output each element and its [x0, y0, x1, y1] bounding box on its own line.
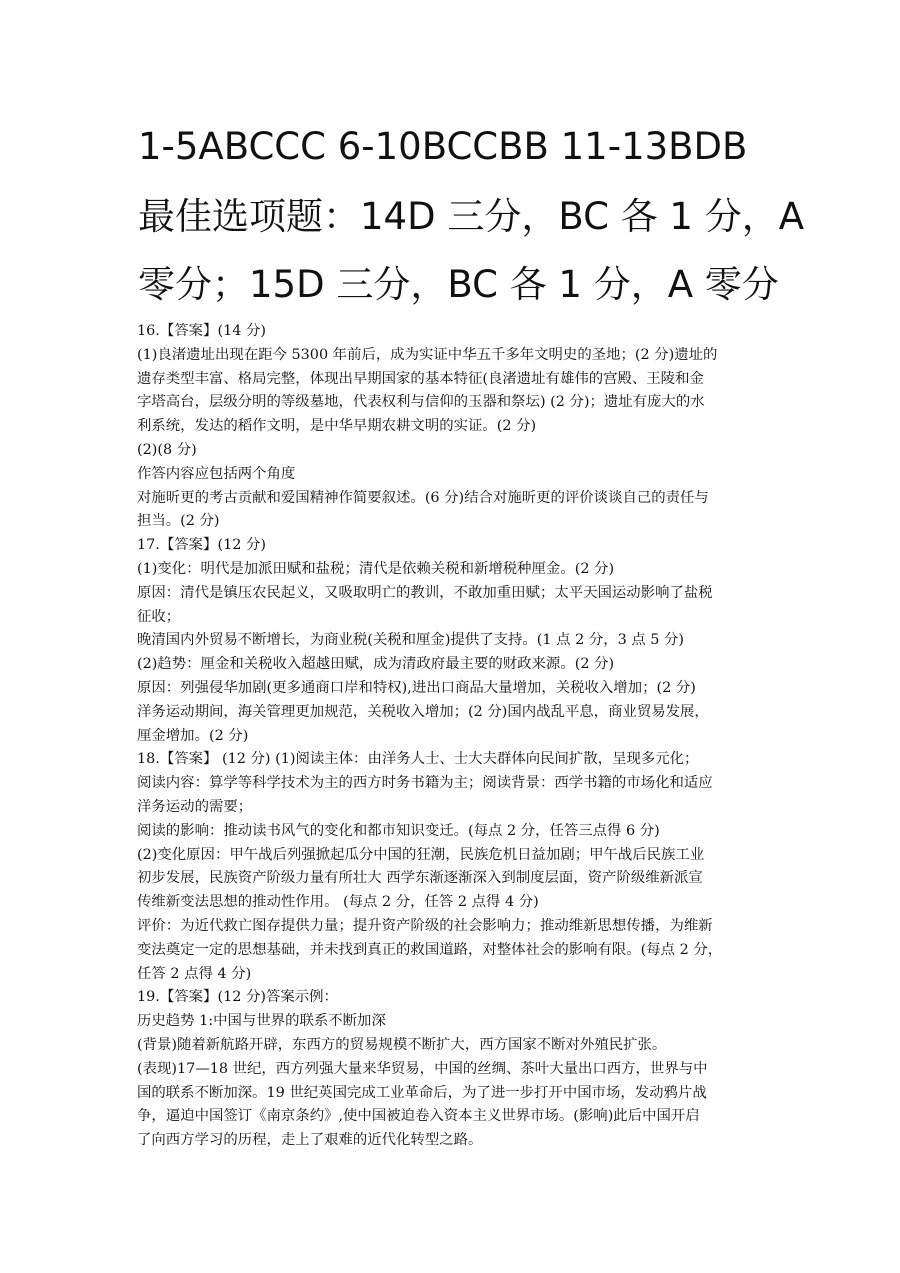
answer-key-line: 1-5ABCCC 6-10BCCBB 11-13BDB: [138, 125, 748, 168]
text-line: 遗存类型丰富、格局完整，体现出早期国家的基本特征(良渚遗址有雄伟的宫殿、王陵和金: [137, 370, 704, 387]
text-line: 作答内容应包括两个角度: [137, 465, 296, 482]
text-line: 征收；: [137, 608, 181, 625]
text-line: (1)良渚遗址出现在距今 5300 年前后，成为实证中华五千多年文明史的圣地；(2 分)遗址的: [137, 346, 718, 363]
text-line: 19.【答案】(12 分)答案示例：: [137, 989, 338, 1006]
text-line: 利系统，发达的稻作文明，是中华早期农耕文明的实证。(2 分): [137, 418, 537, 435]
text-line: 国的联系不断加深。19 世纪英国完成工业革命后，为了进一步打开中国市场，发动鸦片战: [137, 1084, 707, 1101]
text-line: 阅读内容：算学等科学技术为主的西方时务书籍为主；阅读背景：西学书籍的市场化和适应: [137, 775, 713, 792]
text-line: 17.【答案】(12 分): [137, 537, 266, 554]
best-option-line-1: 最佳选项题：14D 三分，BC 各 1 分，A: [138, 195, 805, 238]
text-line: (2)(8 分): [137, 441, 197, 458]
answer-body: [137, 320, 777, 1153]
text-line: 原因：列强侵华加剧(更多通商口岸和特权),进出口商品大量增加，关税收入增加；(2 分): [137, 679, 696, 696]
text-line: 评价：为近代救亡图存提供力量；提升资产阶级的社会影响力；推动维新思想传播，为维新: [137, 917, 713, 934]
text-line: 字塔高台，层级分明的等级墓地，代表权利与信仰的玉器和祭坛) (2 分)；遗址有庞大的水: [137, 394, 705, 411]
text-line: 洋务运动的需要；: [137, 798, 253, 815]
text-line: 传维新变法思想的推动性作用。 (每点 2 分，任答 2 点得 4 分): [137, 894, 539, 911]
text-line: 厘金增加。(2 分): [137, 727, 249, 744]
text-line: 对施昕更的考古贡献和爱国精神作简要叙述。(6 分)结合对施昕更的评价谈谈自己的责任与: [137, 489, 709, 506]
text-line: 变法奠定一定的思想基础，并未找到真正的救国道路，对整体社会的影响有限。(每点 2 分，: [137, 941, 723, 958]
text-line: 18.【答案】 (12 分) (1)阅读主体：由洋务人士、士大夫群体向民间扩散，呈现多元化；: [137, 751, 699, 768]
best-option-line-2: 零分；15D 三分，BC 各 1 分，A 零分: [138, 263, 779, 306]
text-line: 晚清国内外贸易不断增长，为商业税(关税和厘金)提供了支持。(1 点 2 分，3 点 5 分): [137, 632, 685, 649]
text-line: (2)趋势：厘金和关税收入超越田赋，成为清政府最主要的财政来源。(2 分): [137, 656, 615, 673]
text-line: 历史趋势 1:中国与世界的联系不断加深: [137, 1013, 386, 1030]
text-line: (2)变化原因：甲午战后列强掀起瓜分中国的狂潮，民族危机日益加剧；甲午战后民族工业: [137, 846, 705, 863]
text-line: 担当。(2 分): [137, 513, 220, 530]
text-line: (表现)17—18 世纪，西方列强大量来华贸易，中国的丝绸、茶叶大量出口西方，世界与中: [137, 1060, 708, 1077]
text-line: (背景)随着新航路开辟，东西方的贸易规模不断扩大，西方国家不断对外殖民扩张。: [137, 1036, 667, 1053]
text-line: 了向西方学习的历程，走上了艰难的近代化转型之路。: [137, 1132, 483, 1149]
text-line: (1)变化：明代是加派田赋和盐税；清代是依赖关税和新增税种厘金。(2 分): [137, 560, 615, 577]
text-line: 初步发展，民族资产阶级力量有所壮大 西学东渐逐渐深入到制度层面，资产阶级维新派宣: [137, 870, 703, 887]
text-line: 阅读的影响：推动读书风气的变化和都市知识变迁。(每点 2 分，任答三点得 6 分): [137, 822, 660, 839]
text-line: 洋务运动期间，海关管理更加规范，关税收入增加；(2 分)国内战乱平息，商业贸易发展，: [137, 703, 709, 720]
text-line: 争，逼迫中国签订《南京条约》,使中国被迫卷入资本主义世界市场。(影响)此后中国开启: [137, 1108, 700, 1125]
text-line: 原因：清代是镇压农民起义，又吸取明亡的教训，不敢加重田赋；太平天国运动影响了盐税: [137, 584, 713, 601]
text-line: 16.【答案】(14 分): [137, 323, 266, 339]
text-line: 任答 2 点得 4 分): [137, 965, 252, 982]
